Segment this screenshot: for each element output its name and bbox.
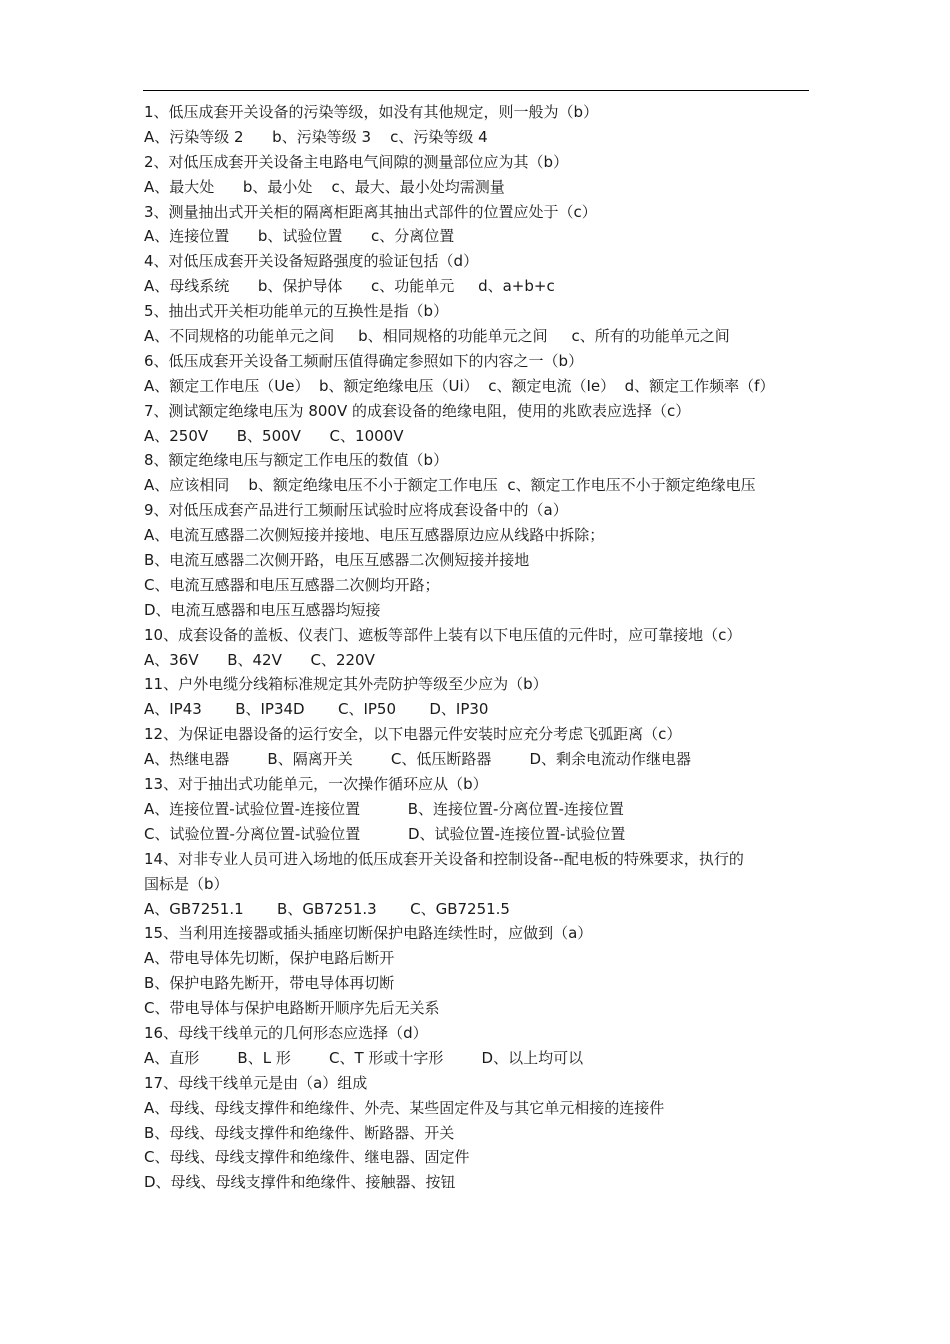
- text-line: A、连接位置-试验位置-连接位置 B、连接位置-分离位置-连接位置: [144, 799, 624, 818]
- text-line: A、IP43 B、IP34D C、IP50 D、IP30: [144, 700, 489, 719]
- text-line: 11、户外电缆分线箱标准规定其外壳防护等级至少应为（b）: [144, 675, 548, 694]
- text-line: A、不同规格的功能单元之间 b、相同规格的功能单元之间 c、所有的功能单元之间: [144, 327, 730, 346]
- text-line: A、36V B、42V C、220V: [144, 650, 375, 669]
- text-line: A、应该相同 b、额定绝缘电压不小于额定工作电压 c、额定工作电压不小于额定绝缘电压: [144, 476, 756, 495]
- text-line: 12、为保证电器设备的运行安全，以下电器元件安装时应充分考虑飞弧距离（c）: [144, 725, 682, 744]
- text-line: A、额定工作电压（Ue） b、额定绝缘电压（Ui） c、额定电流（Ie） d、额定工作频率（f）: [144, 376, 775, 395]
- text-line: 10、成套设备的盖板、仪表门、遮板等部件上装有以下电压值的元件时，应可靠接地（c）: [144, 625, 742, 644]
- text-line: A、250V B、500V C、1000V: [144, 426, 404, 445]
- text-line: 4、对低压成套开关设备短路强度的验证包括（d）: [144, 252, 479, 271]
- text-line: D、母线、母线支撑件和绝缘件、接触器、按钮: [144, 1173, 456, 1192]
- text-line: C、带电导体与保护电路断开顺序先后无关系: [144, 999, 440, 1018]
- text-line: C、试验位置-分离位置-试验位置 D、试验位置-连接位置-试验位置: [144, 824, 626, 843]
- text-line: A、带电导体先切断，保护电路后断开: [144, 949, 395, 968]
- text-line: D、电流互感器和电压互感器均短接: [144, 600, 381, 619]
- text-line: 1、低压成套开关设备的污染等级，如没有其他规定，则一般为（b）: [144, 103, 599, 121]
- question-list: [144, 100, 816, 1195]
- text-line: 6、低压成套开关设备工频耐压值得确定参照如下的内容之一（b）: [144, 351, 584, 370]
- text-line: 国标是（b）: [144, 874, 229, 893]
- text-line: A、连接位置 b、试验位置 c、分离位置: [144, 227, 455, 246]
- text-line: A、污染等级 2 b、污染等级 3 c、污染等级 4: [144, 127, 488, 146]
- text-line: B、保护电路先断开，带电导体再切断: [144, 974, 395, 993]
- text-line: A、母线、母线支撑件和绝缘件、外壳、某些固定件及与其它单元相接的连接件: [144, 1098, 665, 1117]
- text-line: C、母线、母线支撑件和绝缘件、继电器、固定件: [144, 1148, 470, 1167]
- text-line: A、母线系统 b、保护导体 c、功能单元 d、a+b+c: [144, 277, 555, 296]
- text-line: A、电流互感器二次侧短接并接地、电压互感器原边应从线路中拆除；: [144, 526, 605, 545]
- text-line: 7、测试额定绝缘电压为 800V 的成套设备的绝缘电阻，使用的兆欧表应选择（c）: [144, 401, 691, 420]
- text-line: 8、额定绝缘电压与额定工作电压的数值（b）: [144, 451, 449, 470]
- text-line: B、母线、母线支撑件和绝缘件、断路器、开关: [144, 1123, 455, 1142]
- text-line: B、电流互感器二次侧开路，电压互感器二次侧短接并接地: [144, 551, 530, 570]
- text-line: A、最大处 b、最小处 c、最大、最小处均需测量: [144, 177, 505, 196]
- text-line: A、直形 B、L 形 C、T 形或十字形 D、以上均可以: [144, 1048, 584, 1067]
- text-line: C、电流互感器和电压互感器二次侧均开路；: [144, 575, 440, 594]
- text-line: A、热继电器 B、隔离开关 C、低压断路器 D、剩余电流动作继电器: [144, 750, 692, 769]
- text-line: 3、测量抽出式开关柜的隔离柜距离其抽出式部件的位置应处于（c）: [144, 202, 597, 221]
- text-line: 9、对低压成套产品进行工频耐压试验时应将成套设备中的（a）: [144, 501, 568, 520]
- header-rule: [143, 90, 809, 91]
- text-line: 17、母线干线单元是由（a）组成: [144, 1073, 368, 1092]
- text-line: 5、抽出式开关柜功能单元的互换性是指（b）: [144, 302, 449, 321]
- text-line: 2、对低压成套开关设备主电路电气间隙的测量部位应为其（b）: [144, 152, 569, 171]
- text-line: 13、对于抽出式功能单元，一次操作循环应从（b）: [144, 775, 488, 794]
- text-line: 15、当利用连接器或插头插座切断保护电路连续性时，应做到（a）: [144, 924, 593, 943]
- text-line: 16、母线干线单元的几何形态应选择（d）: [144, 1023, 428, 1042]
- text-line: A、GB7251.1 B、GB7251.3 C、GB7251.5: [144, 899, 510, 918]
- text-line: 14、对非专业人员可进入场地的低压成套开关设备和控制设备--配电板的特殊要求，执行的: [144, 849, 744, 868]
